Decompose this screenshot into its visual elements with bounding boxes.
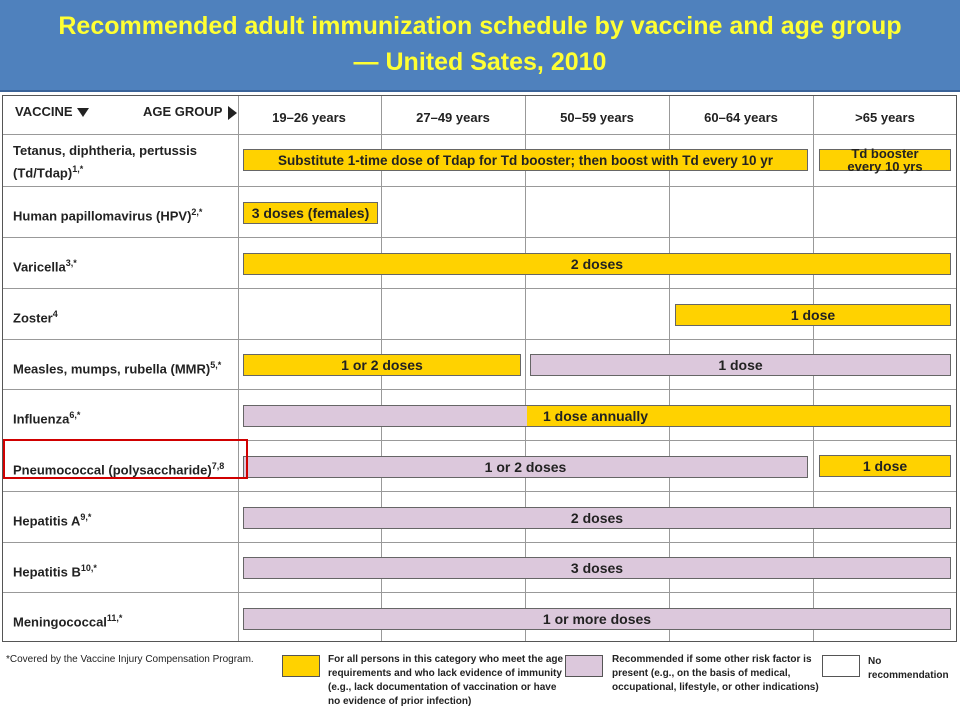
bar-pneumo-main: 1 or 2 doses [243,456,808,478]
bar-varicella: 2 doses [243,253,951,275]
bar-pneumo-65: 1 dose [819,455,951,477]
legend-yellow-swatch [282,655,320,677]
bar-influenza: 1 dose annually [527,405,951,427]
vaccine-tdap: Tetanus, diphtheria, pertussis (Td/Tdap)$^{1,*}$ [13,143,197,181]
vaccine-hepatitis-a: Hepatitis $A^{9,*}$ [13,512,92,529]
triangle-down-icon [77,108,89,117]
legend-white-text: No recommendation [868,656,949,681]
footnote: *Covered by the Vaccine Injury Compensation Program. [6,654,254,665]
legend-white-swatch [822,655,860,677]
vaccine-influenza: Influenza$^{6,*}$ [13,410,81,427]
bar-zoster: 1 dose [675,304,951,326]
vaccine-meningococcal: Meningococcal$^{11,*}$ [13,613,123,630]
bar-hepatitis-b: 3 doses [243,557,951,579]
bar-hepatitis-a: 2 doses [243,507,951,529]
title-bar [0,0,960,92]
age-col-50-59: 50–59 years [560,110,634,125]
column-divider [238,96,239,641]
age-col-65-plus: >65 years [855,110,915,125]
legend-purple-text: Recommended if some other risk factor is present (e.g., on the basis of medical, occupational, lifestyle, or other indications) [612,654,819,693]
vaccine-hepatitis-b: Hepatitis $B^{10,*}$ [13,563,97,580]
bar-influenza-purple [243,405,531,427]
bar-mmr-young: 1 or 2 doses [243,354,521,376]
slide-title-line1: Recommended adult immunization schedule by vaccine and age group [58,12,902,40]
vaccine-pneumococcal: Pneumococcal (polysaccharide)$^{7,8}$ [13,461,225,478]
age-group-header: AGE GROUP [143,104,237,120]
bar-tdap-65: Td booster every 10 yrs [819,149,951,171]
triangle-right-icon [228,106,237,120]
age-col-19-26: 19–26 years [272,110,346,125]
vaccine-varicella: Varicella$^{3,*}$ [13,258,77,275]
mmr-highlight-box [3,439,248,479]
vaccine-zoster: Zoster$^4$ [13,309,58,326]
vaccine-hpv: Human papillomavirus (HPV)$^{2,*}$ [13,207,203,224]
legend-purple-swatch [565,655,603,677]
legend-yellow-text: For all persons in this category who meet the age requirements and who lack evidence of immunity (e.g., lack documentation of vaccination or have no evidence of prior infection) [328,654,564,707]
bar-hpv: 3 doses (females) [243,202,378,224]
vaccine-header: VACCINE [15,104,89,119]
age-col-27-49: 27–49 years [416,110,490,125]
schedule-table [2,95,957,642]
bar-mmr-old: 1 dose [530,354,951,376]
slide-title-line2: — United Sates, 2010 [353,48,607,76]
bar-tdap-main: Substitute 1-time dose of Tdap for Td booster; then boost with Td every 10 yr [243,149,808,171]
vaccine-mmr: Measles, mumps, rubella (MMR)$^{5,*}$ [13,360,222,377]
age-col-60-64: 60–64 years [704,110,778,125]
bar-meningococcal: 1 or more doses [243,608,951,630]
